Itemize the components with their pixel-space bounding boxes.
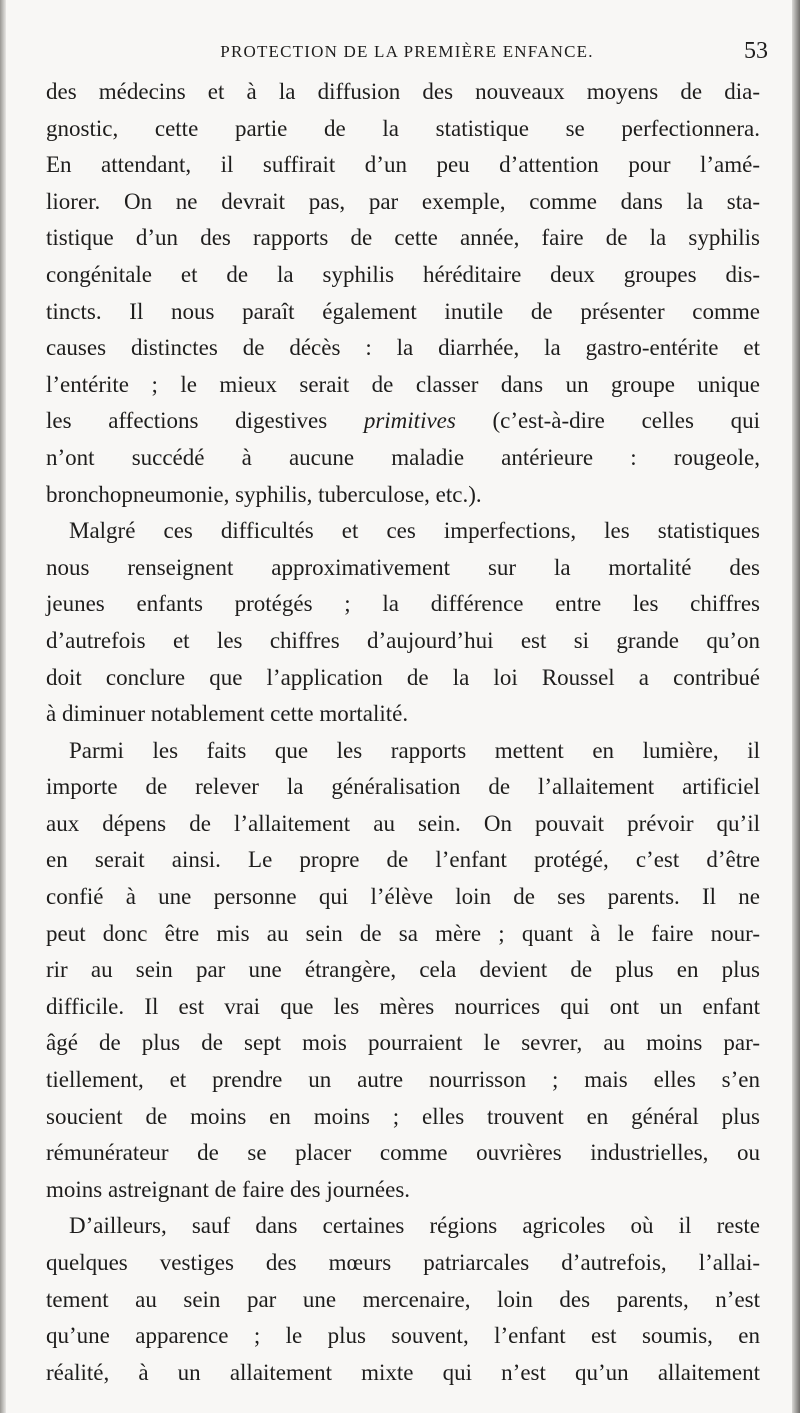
text-line: d’autrefois et les chiffres d’aujourd’hui est si grande qu’on <box>46 627 760 653</box>
text-line: bronchopneumonie, syphilis, tuberculose, etc.). <box>46 481 482 507</box>
text-line: liorer. On ne devrait pas, par exemple, comme dans la sta- <box>46 188 760 214</box>
text-line: moins astreignant de faire des journées. <box>46 1176 411 1202</box>
text-line: aux dépens de l’allaitement au sein. On pouvait prévoir qu’il <box>46 810 760 836</box>
running-title: PROTECTION DE LA PREMIÈRE ENFANCE. <box>220 42 594 61</box>
text-line: D’ailleurs, sauf dans certaines régions agricoles où il reste <box>69 1213 760 1239</box>
text-line: confié à une personne qui l’élève loin de ses parents. Il ne <box>46 884 760 910</box>
page-number: 53 <box>744 38 768 64</box>
text-line: tistique d’un des rapports de cette année, faire de la syphilis <box>46 225 760 251</box>
text-line: tincts. Il nous paraît également inutile de présenter comme <box>46 298 760 324</box>
text-segment: (c’est-à-dire celles qui <box>455 408 760 434</box>
text-line: rir au sein par une étrangère, cela devient de plus en plus <box>46 957 760 983</box>
italic-word: primitives <box>363 408 456 434</box>
running-head <box>46 38 768 68</box>
text-line: peut donc être mis au sein de sa mère ; quant à le faire nour- <box>46 920 760 946</box>
text-line: tiellement, et prendre un autre nourrisson ; mais elles s’en <box>46 1067 760 1093</box>
text-line: En attendant, il suffirait d’un peu d’attention pour l’amé- <box>46 152 760 178</box>
text-line: rémunérateur de se placer comme ouvrières industrielles, ou <box>46 1140 760 1166</box>
text-line: soucient de moins en moins ; elles trouvent en général plus <box>46 1103 760 1129</box>
text-line: Malgré ces difficultés et ces imperfections, les statistiques <box>69 518 760 544</box>
text-line: difficile. Il est vrai que les mères nourrices qui ont un enfant <box>46 993 760 1019</box>
text-line: nous renseignent approximativement sur la mortalité des <box>46 554 760 580</box>
body-text <box>46 74 760 1391</box>
text-segment: les affections digestives <box>46 408 364 434</box>
text-line: tement au sein par une mercenaire, loin des parents, n’est <box>46 1286 760 1312</box>
text-line: gnostic, cette partie de la statistique se perfectionnera. <box>46 115 760 141</box>
text-line: congénitale et de la syphilis héréditaire deux groupes dis- <box>46 261 760 287</box>
text-line: doit conclure que l’application de la loi Roussel a contribué <box>46 664 760 690</box>
text-line: causes distinctes de décès : la diarrhée, la gastro-entérite et <box>46 335 760 361</box>
text-line: quelques vestiges des mœurs patriarcales d’autrefois, l’allai- <box>46 1250 760 1275</box>
text-line: n’ont succédé à aucune maladie antérieure : rougeole, <box>46 444 760 470</box>
text-line-with-italic <box>46 403 760 440</box>
text-line: réalité, à un allaitement mixte qui n’est qu’un allaitement <box>46 1359 760 1385</box>
text-line: l’entérite ; le mieux serait de classer dans un groupe unique <box>46 371 760 397</box>
text-line: qu’une apparence ; le plus souvent, l’enfant est soumis, en <box>46 1323 760 1349</box>
text-line: importe de relever la généralisation de l’allaitement artificiel <box>46 774 760 800</box>
text-line: à diminuer notablement cette mortalité. <box>46 701 409 727</box>
text-line: Parmi les faits que les rapports mettent en lumière, il <box>69 737 760 763</box>
text-line: jeunes enfants protégés ; la différence entre les chiffres <box>46 591 760 617</box>
text-line: âgé de plus de sept mois pourraient le sevrer, au moins par- <box>46 1030 760 1056</box>
text-line: en serait ainsi. Le propre de l’enfant protégé, c’est d’être <box>46 847 760 873</box>
text-line: des médecins et à la diffusion des nouveaux moyens de dia- <box>46 79 760 104</box>
